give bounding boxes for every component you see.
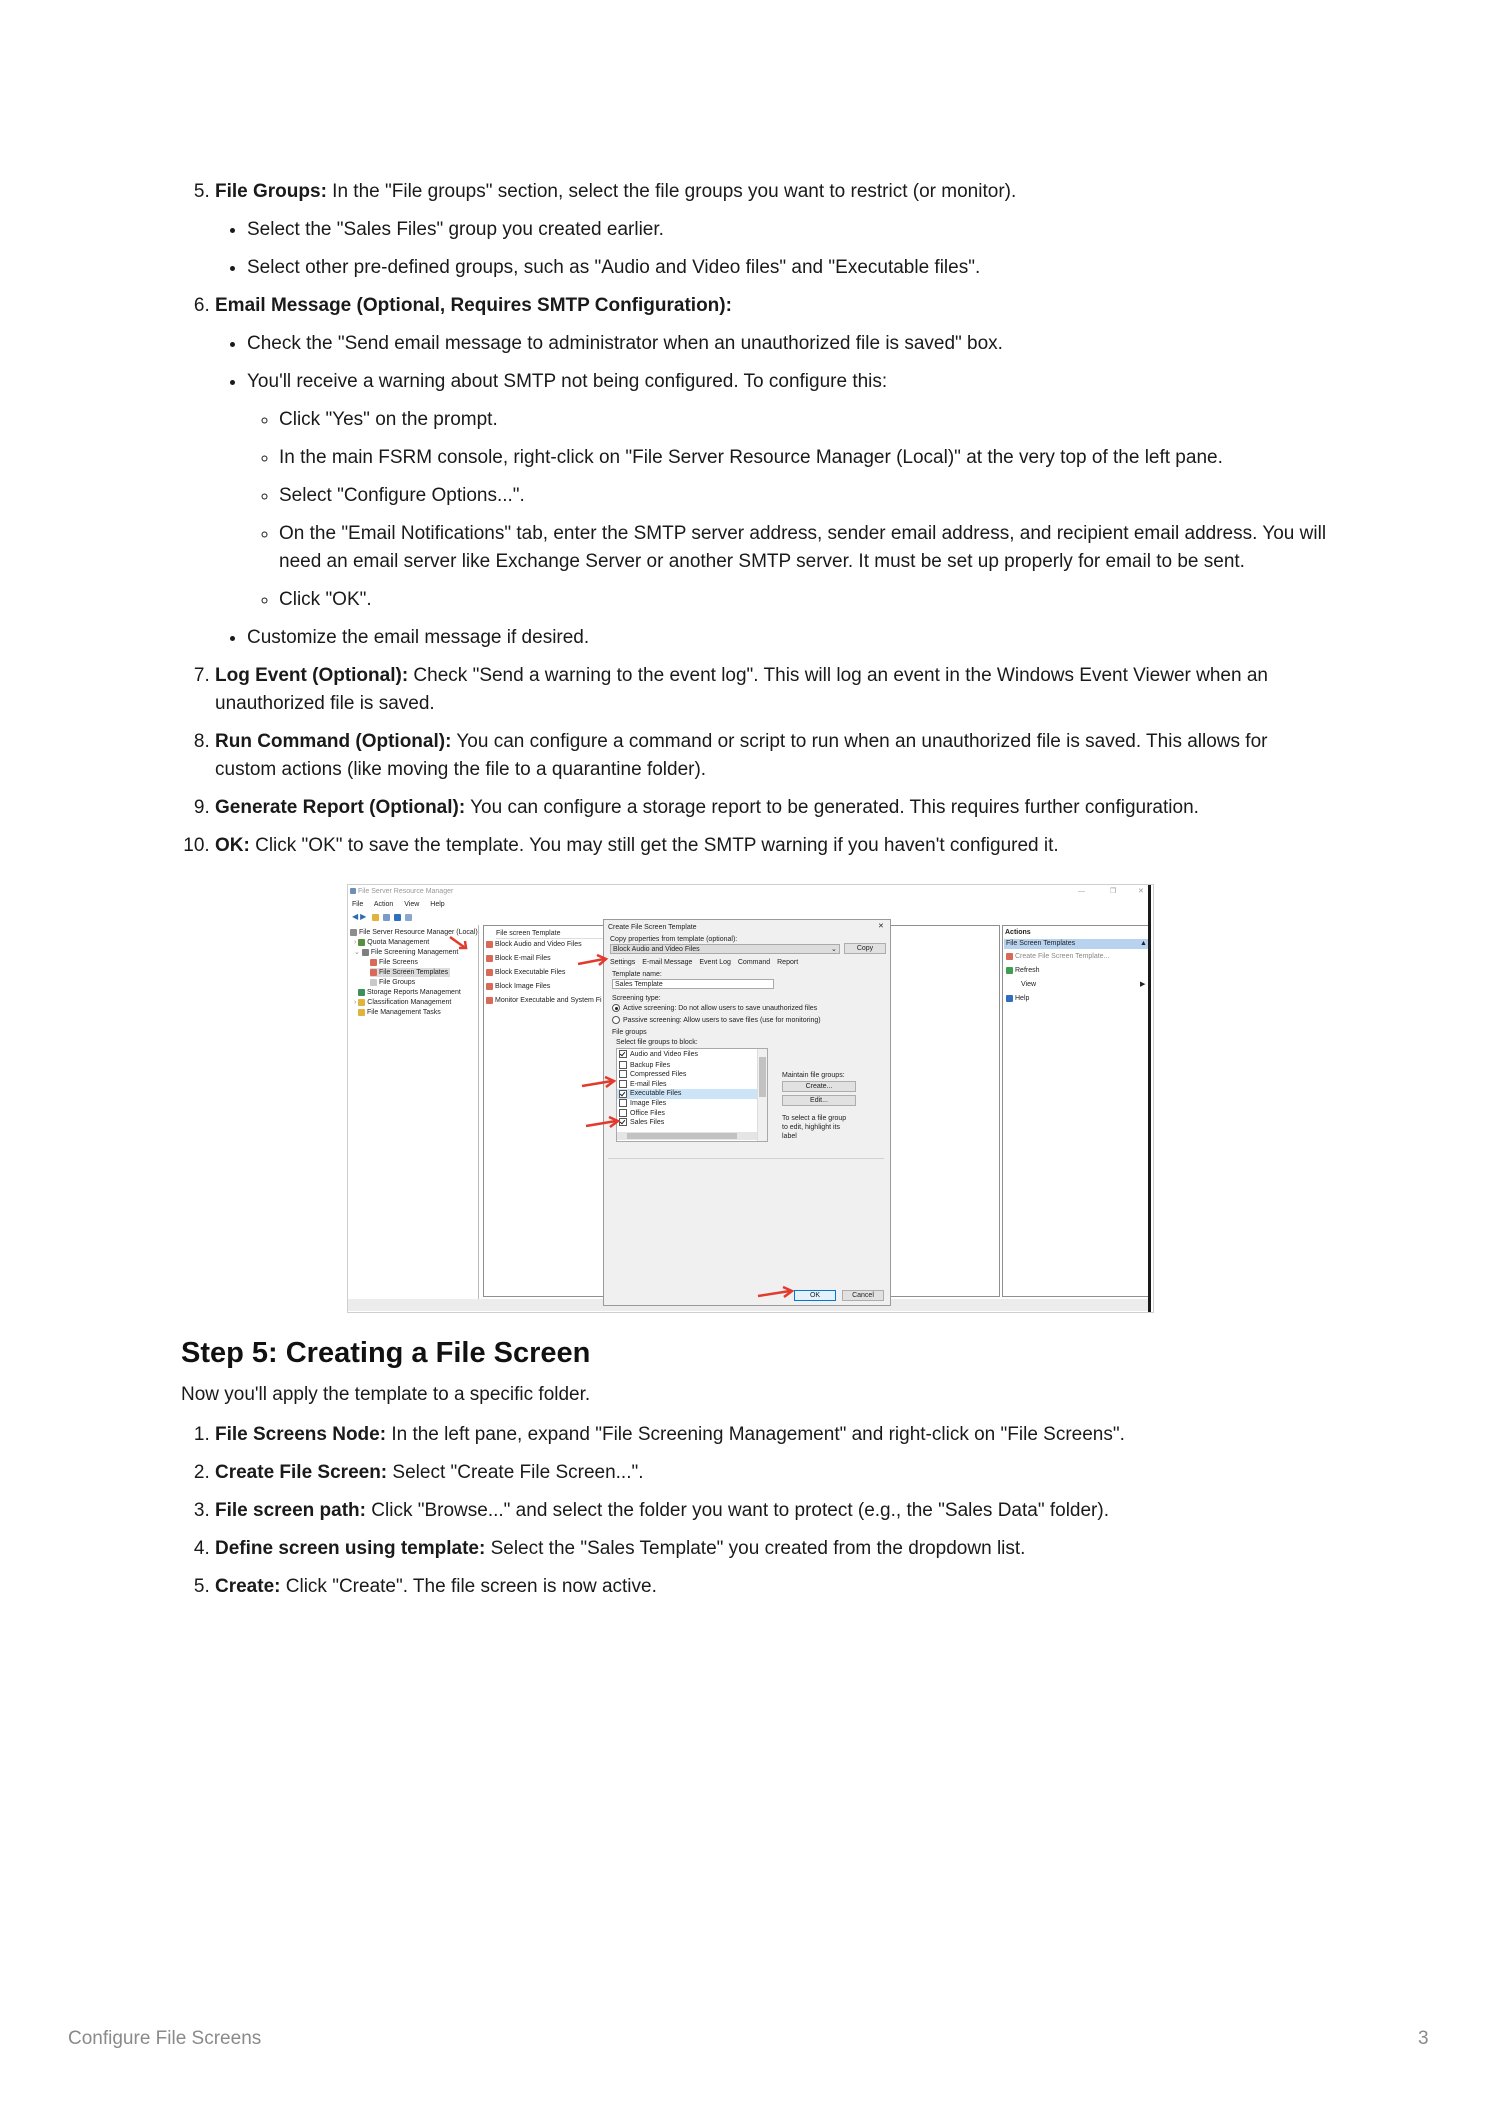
step-create	[215, 1573, 1331, 1601]
template-icon	[486, 955, 493, 962]
template-icon	[486, 941, 493, 948]
red-arrow-icon	[576, 953, 610, 967]
red-arrow-icon	[448, 935, 470, 951]
file-group-label: Image Files	[630, 1099, 667, 1107]
template-name-input[interactable]	[612, 979, 774, 989]
page-content	[181, 178, 1331, 1611]
tree-item-label: File Screens	[379, 959, 418, 966]
step-file-screens-node	[215, 1421, 1331, 1449]
step-text: You can configure a command or script to run when an unauthorized file is saved. This allows for custom actions (like moving the file to a quarantine folder).	[215, 731, 1268, 780]
step-text: In the left pane, expand "File Screening Management" and right-click on "File Screens".	[386, 1424, 1125, 1445]
tree-item-reports[interactable]	[358, 988, 461, 997]
collapse-icon: ▲	[1140, 940, 1147, 947]
help-icon[interactable]	[394, 914, 401, 921]
file-group-label: Office Files	[630, 1109, 665, 1117]
screening-type-label: Screening type:	[612, 995, 661, 1002]
list-item: ◦ Select "Configure Options...".	[279, 482, 1331, 510]
tasks-icon	[358, 1009, 365, 1016]
template-name-value: Sales Template	[615, 981, 663, 988]
server-icon	[350, 929, 357, 936]
menu-item-help[interactable]: Help	[430, 901, 445, 908]
tree-item-screening[interactable]: ⌄ File Screening Management	[354, 949, 459, 956]
list-item[interactable]	[486, 954, 551, 963]
list-item-label: Monitor Executable and System Fi	[495, 997, 602, 1004]
list-item[interactable]	[486, 996, 602, 1005]
bullet-list	[215, 216, 1331, 282]
list-item: • Customize the email message if desired.	[247, 624, 1331, 652]
file-group-label: Backup Files	[630, 1061, 671, 1069]
tree-item-label: Classification Management	[367, 999, 452, 1006]
create-template-dialog	[603, 919, 891, 1306]
step-text: Click "Create". The file screen is now active.	[280, 1576, 657, 1597]
tree-item-label: File Management Tasks	[367, 1009, 441, 1016]
template-icon	[486, 997, 493, 1004]
step-title: File Groups:	[215, 181, 327, 202]
checkbox-icon	[619, 1070, 627, 1078]
list-item: ◦ Click "OK".	[279, 586, 1331, 614]
tab-command[interactable]: Command	[737, 959, 771, 966]
maintain-groups-label: Maintain file groups:	[782, 1072, 845, 1079]
screening-icon	[362, 949, 369, 956]
menu-item-view[interactable]: View	[404, 901, 420, 908]
bullet-list	[215, 330, 1331, 652]
file-group-item[interactable]	[617, 1099, 767, 1109]
step-title: File Screens Node:	[215, 1424, 387, 1445]
select-hint: To select a file group to edit, highlight its label	[782, 1115, 847, 1140]
file-groups-label: File groups	[612, 1029, 647, 1036]
tree-item-label: File Screen Templates	[379, 969, 449, 976]
menu-item-file[interactable]: File	[352, 901, 364, 908]
active-screening-radio[interactable]	[612, 1004, 817, 1013]
tree-item-file-groups[interactable]	[370, 978, 415, 987]
step-title: File screen path:	[215, 1500, 366, 1521]
red-arrow-icon	[756, 1285, 796, 1299]
step-run-command	[215, 728, 1331, 784]
horizontal-scrollbar[interactable]	[617, 1132, 757, 1140]
ok-button[interactable]: OK	[794, 1290, 836, 1301]
page-number: 3	[1418, 2028, 1429, 2049]
actions-section[interactable]	[1004, 939, 1148, 949]
file-group-item[interactable]	[617, 1118, 767, 1128]
step-title: Create:	[215, 1576, 281, 1597]
edit-group-button[interactable]: Edit...	[782, 1095, 856, 1106]
action-label: View	[1021, 981, 1037, 988]
classification-icon	[358, 999, 365, 1006]
list-item	[247, 368, 1331, 614]
fsrm-screenshot	[347, 884, 1154, 1313]
dialog-tabs	[610, 958, 798, 967]
checkbox-icon	[619, 1050, 627, 1058]
red-arrow-icon	[580, 1075, 618, 1089]
back-icon[interactable]: ◀	[352, 912, 359, 921]
maximize-icon[interactable]: ❐	[1110, 888, 1117, 895]
actions-section-label: File Screen Templates	[1006, 940, 1076, 947]
tree-item-quota[interactable]: › Quota Management	[354, 939, 430, 946]
checkbox-icon	[619, 1080, 627, 1088]
list-item-text: You'll receive a warning about SMTP not being configured. To configure this:	[247, 371, 888, 392]
step-text: In the "File groups" section, select the file groups you want to restrict (or monitor).	[326, 181, 1017, 202]
action-label: Create File Screen Template...	[1015, 953, 1110, 960]
tab-event-log[interactable]: Event Log	[699, 959, 731, 966]
file-group-icon	[370, 979, 377, 986]
tree-item-label: File Screening Management	[370, 949, 459, 956]
file-groups-list[interactable]	[616, 1048, 768, 1142]
sub-bullet-list	[247, 406, 1331, 614]
step-file-groups	[215, 178, 1331, 282]
copy-dropdown[interactable]	[610, 944, 840, 954]
forward-icon[interactable]: ▶	[360, 912, 367, 921]
radio-icon	[612, 1004, 620, 1012]
list-item[interactable]	[486, 982, 550, 991]
step-define-template	[215, 1535, 1331, 1563]
step-text: Select "Create File Screen...".	[387, 1462, 644, 1483]
step-title: Run Command (Optional):	[215, 731, 452, 752]
list-item-label: Block Image Files	[495, 983, 551, 990]
menu-item-action[interactable]: Action	[373, 901, 394, 908]
close-icon[interactable]: ✕	[878, 923, 884, 930]
copy-label: Copy properties from template (optional):	[610, 936, 738, 943]
list-item-label: Block Audio and Video Files	[495, 941, 582, 948]
steps-list	[181, 178, 1331, 860]
help-icon	[1006, 995, 1013, 1002]
red-arrow-icon	[584, 1115, 622, 1129]
list-item: ◦ In the main FSRM console, right-click on "File Server Resource Manager (Local)" at the very top of the left pane.	[279, 444, 1331, 472]
scrollbar[interactable]	[757, 1049, 767, 1141]
select-groups-label: Select file groups to block:	[616, 1039, 698, 1046]
step-text: Click "Browse..." and select the folder you want to protect (e.g., the "Sales Data" folder).	[366, 1500, 1109, 1521]
tab-settings[interactable]: Settings	[610, 959, 636, 966]
list-item[interactable]	[486, 940, 582, 949]
file-group-item[interactable]	[617, 1089, 767, 1099]
close-icon[interactable]: ✕	[1138, 888, 1144, 895]
tree-item-classification[interactable]: › Classification Management	[354, 999, 452, 1006]
template-name-label: Template name:	[612, 971, 662, 978]
template-icon	[486, 983, 493, 990]
window-titlebar	[350, 887, 1150, 897]
folder-icon[interactable]	[372, 914, 379, 921]
divider	[608, 1158, 884, 1159]
submenu-arrow-icon: ▶	[1140, 981, 1146, 988]
step-ok	[215, 832, 1331, 860]
list-item: ◦ On the "Email Notifications" tab, enter the SMTP server address, sender email address, and recipient email address. You will need an email server like Exchange Server or another SMTP server. It must be set up properly for email to be sent.	[279, 520, 1331, 576]
window-edge	[1148, 885, 1151, 1312]
tree-item-label: Quota Management	[367, 939, 430, 946]
checkbox-icon	[619, 1099, 627, 1107]
radio-label: Passive screening: Allow users to save files (use for monitoring)	[623, 1017, 821, 1024]
app-icon	[350, 888, 356, 894]
file-group-label: Audio and Video Files	[630, 1051, 698, 1058]
menu-bar	[352, 900, 445, 909]
steps-list-2	[181, 1421, 1331, 1601]
template-icon	[370, 969, 377, 976]
properties-icon[interactable]	[383, 914, 390, 921]
step-title: OK:	[215, 835, 250, 856]
action-label: Refresh	[1015, 967, 1040, 974]
reports-icon	[358, 989, 365, 996]
section-intro: Now you'll apply the template to a specific folder.	[181, 1384, 591, 1405]
create-group-button[interactable]: Create...	[782, 1081, 856, 1092]
file-group-item[interactable]	[617, 1049, 767, 1061]
radio-icon	[612, 1016, 620, 1024]
file-group-item[interactable]	[617, 1070, 767, 1080]
console-icon[interactable]	[405, 914, 412, 921]
chevron-down-icon: ⌄	[831, 946, 837, 953]
step-title: Generate Report (Optional):	[215, 797, 466, 818]
action-refresh[interactable]	[1006, 966, 1040, 975]
step-text: Check "Send a warning to the event log". This will log an event in the Windows Event Viewer when an unauthorized file is saved.	[215, 665, 1268, 714]
action-help[interactable]	[1006, 994, 1029, 1003]
cancel-button[interactable]: Cancel	[842, 1290, 884, 1301]
step-create-file-screen	[215, 1459, 1331, 1487]
step-file-screen-path	[215, 1497, 1331, 1525]
list-item: • Select the "Sales Files" group you created earlier.	[247, 216, 1331, 244]
step-email-message	[215, 292, 1331, 652]
tree-item-label: File Server Resource Manager (Local)	[359, 929, 478, 936]
list-item: • Select other pre-defined groups, such as "Audio and Video files" and "Executable files".	[247, 254, 1331, 282]
file-group-label: Sales Files	[630, 1119, 665, 1127]
toolbar	[352, 912, 414, 921]
list-item: ◦ Click "Yes" on the prompt.	[279, 406, 1331, 434]
tab-report[interactable]: Report	[777, 959, 799, 966]
list-item-label: Block Executable Files	[495, 969, 566, 976]
refresh-icon	[1006, 967, 1013, 974]
step-text: Click "OK" to save the template. You may still get the SMTP warning if you haven't configured it.	[249, 835, 1059, 856]
list-column-header[interactable]: File screen Template	[496, 929, 616, 939]
section-heading: Step 5: Creating a File Screen	[181, 1337, 591, 1369]
tree-pane	[348, 925, 479, 1309]
minimize-icon[interactable]: —	[1078, 888, 1085, 895]
file-group-label: Executable Files	[630, 1090, 682, 1098]
file-group-item[interactable]	[617, 1109, 767, 1119]
window-title: File Server Resource Manager	[358, 888, 454, 895]
footer-title: Configure File Screens	[68, 2028, 262, 2049]
tree-item-label: Storage Reports Management	[367, 989, 461, 996]
dialog-title: Create File Screen Template	[608, 924, 697, 931]
file-group-label: E-mail Files	[630, 1080, 667, 1088]
template-icon	[1006, 953, 1013, 960]
quota-icon	[358, 939, 365, 946]
step-log-event	[215, 662, 1331, 718]
radio-label: Active screening: Do not allow users to save unauthorized files	[623, 1005, 818, 1012]
step-title: Define screen using template:	[215, 1538, 486, 1559]
file-group-label: Compressed Files	[630, 1071, 687, 1079]
tab-email[interactable]: E-mail Message	[642, 959, 693, 966]
passive-screening-radio[interactable]	[612, 1016, 821, 1025]
step-text: You can configure a storage report to be generated. This requires further configuration.	[465, 797, 1199, 818]
action-label: Help	[1015, 995, 1030, 1002]
step-generate-report	[215, 794, 1331, 822]
tree-item-tasks[interactable]	[358, 1008, 441, 1017]
tree-item-templates[interactable]	[370, 968, 450, 977]
tree-item-file-screens[interactable]	[370, 958, 418, 967]
file-group-item[interactable]	[617, 1080, 767, 1090]
copy-button[interactable]: Copy	[844, 943, 886, 954]
list-item: • Check the "Send email message to administrator when an unauthorized file is saved" box.	[247, 330, 1331, 358]
actions-header: Actions	[1005, 929, 1031, 936]
action-create-template[interactable]	[1006, 952, 1109, 961]
list-item-label: Block E-mail Files	[495, 955, 551, 962]
checkbox-icon	[619, 1061, 627, 1069]
step-title: Log Event (Optional):	[215, 665, 409, 686]
step-title: Create File Screen:	[215, 1462, 388, 1483]
checkbox-icon	[619, 1090, 627, 1098]
file-screen-icon	[370, 959, 377, 966]
step-text: Select the "Sales Template" you created from the dropdown list.	[485, 1538, 1026, 1559]
copy-dropdown-value: Block Audio and Video Files	[613, 946, 700, 953]
tree-item-label: File Groups	[379, 979, 416, 986]
template-icon	[486, 969, 493, 976]
actions-pane	[1002, 925, 1150, 1297]
file-group-item[interactable]	[617, 1061, 767, 1071]
list-item[interactable]	[486, 968, 565, 977]
action-view[interactable]	[1006, 980, 1146, 989]
step-title: Email Message (Optional, Requires SMTP Configuration):	[215, 295, 732, 316]
